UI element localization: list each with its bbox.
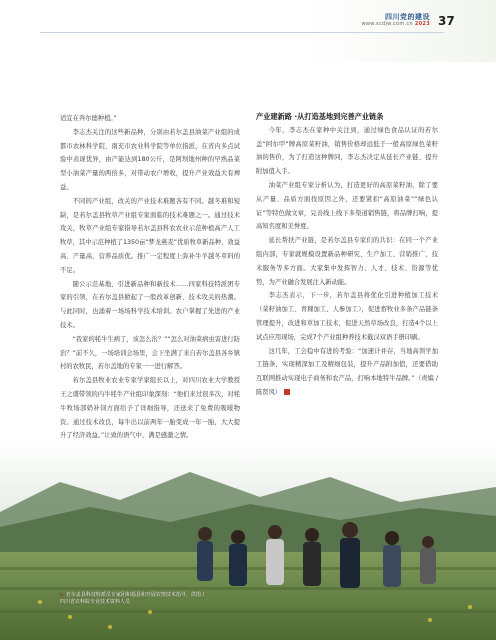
header-band	[0, 0, 496, 62]
caption-text: 若尔盖县科技特派员专家团和福县和开展农情技术指导，供图 / 四川省农科院专业技术资料人员	[60, 592, 205, 605]
paragraph: “我家的牦牛生病了，该怎么治？”“怎么对油菜病虫害进行防治？”前不久，一场培训会场里，会下坐满了来自若尔盖县各乡镇村的农牧民，若尔盖地的专家一一进行解答。	[60, 335, 240, 371]
paragraph: 李志杰表示，下一步，若尔盖县将优化引进种植加工技术（菜籽油加工、青稞加工、人参加工），促进畜牧业多条产品链条管理提升，改进和草加工技术，促进天然草场改良，打造4个以上试点应用现场，完成7个产业组种养技术截汉双语手册印刷。	[256, 292, 438, 341]
paragraph: 油菜产业组专家分析认为，打造更好的高原菜籽油，除了要从产量、品质方面找原因之外，还要紧扣“高原油菜”“绿色认证”等特色做文章，完善线上线下多渠道销售链，将品牌打响，提高知名度和美誉度。	[256, 181, 438, 231]
closing-paragraph: 这几年，工会稳中有进的考验：“加速计并存，当地高领学加工链条，实现精深加工及精细包装，提升产品附加值，还要借助互联网推动实现电子商务和农产品，打响本地特牛品牌。”（责编 / 陈贤风）	[256, 347, 438, 396]
magazine-url	[0, 21, 430, 27]
header-divider	[40, 32, 444, 33]
right-column	[256, 110, 438, 400]
paragraph: 若尔盖县牧业农业专家学家组长以上，对四川农业大学教授王之盛带领的内牛牦牛产业组印象深刻：“他们来过很多次，对牦牛牧场部奶补饲方面给予了详细指导，还送来了免费的吸暖物资。通过技术改良，每牛出以前两年一胎变成一年一胎，大大提升了经济效益。”让致的语气中，满是感激之情。	[60, 377, 240, 440]
end-mark-icon	[284, 389, 290, 395]
paragraph: 适宜在奔尔德种植。”	[60, 115, 117, 122]
photo-caption	[60, 592, 210, 606]
photo-scene	[0, 442, 496, 640]
page-number: 37	[438, 14, 455, 28]
paragraph: 随公示范基地、引进新品种和新技术……四家科技特派团专家的引领，在若尔盖县掀起了一股改革创新、技术攻关的热潮。与此同时，也涌着一场场科学技术培训。农户掌握了先进的产业技术。	[60, 280, 240, 329]
magazine-title: 四川党的建设	[385, 13, 430, 21]
paragraph: 今年，李志杰在家种中关注到，通过绿色食品认证的若尔盖“阿尔甲”牌高原菜籽油，销售价格却远低于一般高原绿色菜籽油的售价，为了打造这种牌同，李志杰决定从延长产业链、提升附加值入手。	[256, 126, 438, 176]
left-column	[60, 112, 240, 498]
section-heading: 产业建新路 ·从打造基地到完善产业链条	[256, 112, 384, 121]
field-visit-photo	[0, 442, 496, 640]
caption-marker-icon: ▷	[60, 592, 64, 598]
year-badge: 2023	[414, 21, 430, 27]
paragraph: 不同的产业组，改关的产业技术难题各有不同。越冬难和短缺，是若尔盖县牧草产业组专家面临的技术难题之一。通过技术攻关，牧草产业组专家指导若尔盖县科农农业示范种植高产人工牧草，其中示范种植了1350亩“梦龙燕麦”优质牧草新品种，效益高、产量高、营养品质优。推广一定程度上弥补牛羊越冬草料的不足。	[60, 197, 240, 274]
paragraph: 延长帮扶产业链，是若尔盖县专家们的共识：在同一个产业组内部，专家就规模设置新品种研究、生产加工、营销推广、技术服务等多方面。大家集中发挥智力、人才、技术、资源等优势，为产业融合发展注入新动能。	[256, 237, 438, 286]
paragraph: 李志杰关注的这些新品种，分别由若尔盖县油菜产业组的成都市农林科学院、南充市农业科学院等单位指派，在省内多点试验中表现优异，由产能达到180公斤，是阿坝地州种的早熟品菜型小油菜产量的两倍多，对带动农户增收，提升产业效益大有裨益。	[60, 128, 240, 191]
url-text: www.scdjw.com.cn	[361, 21, 413, 27]
paragraph	[256, 345, 438, 400]
